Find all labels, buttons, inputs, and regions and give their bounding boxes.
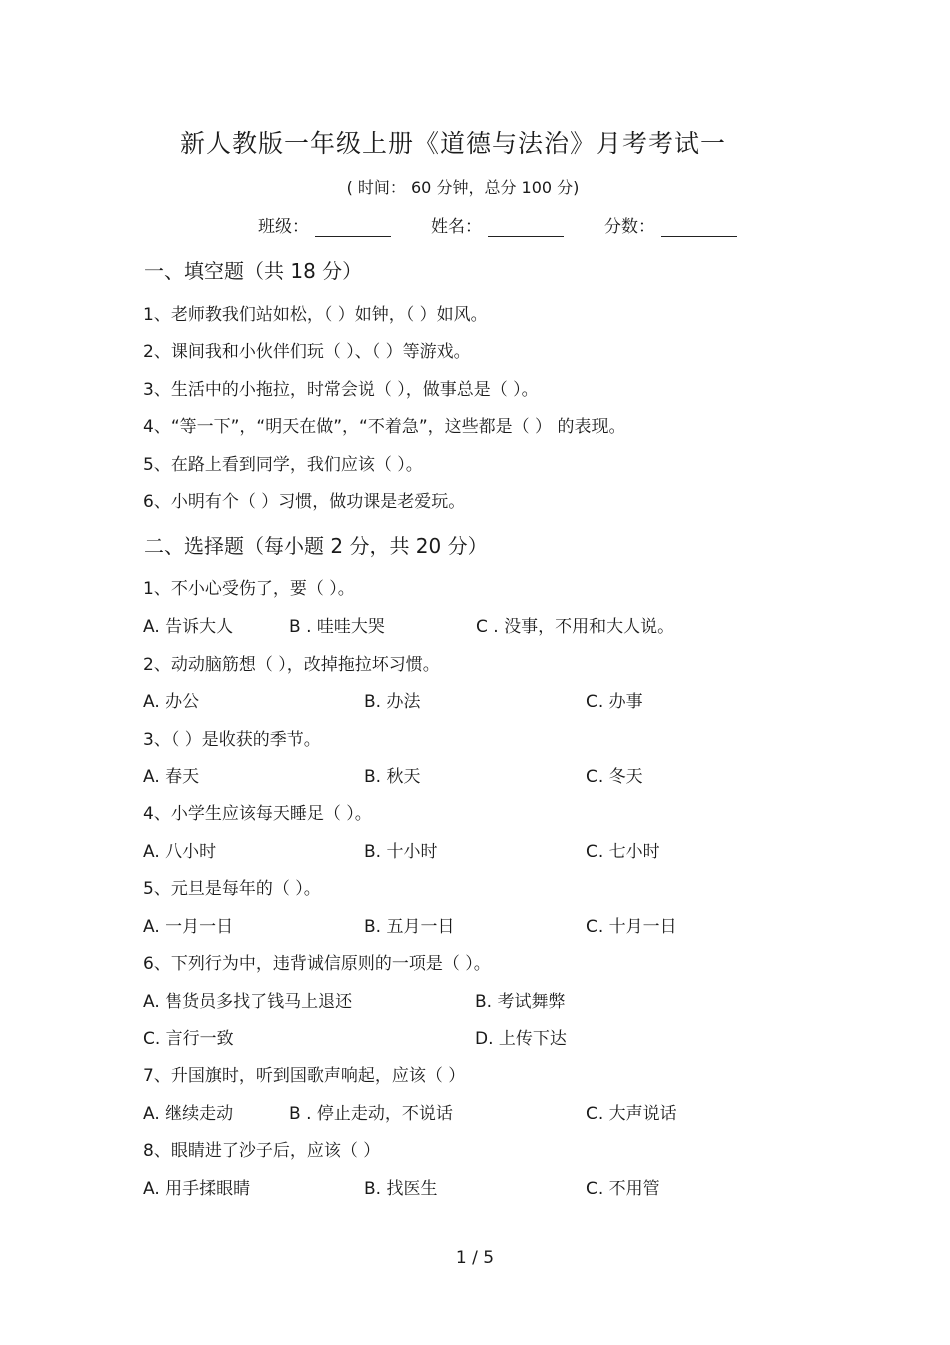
score-label: 分数： — [604, 217, 655, 237]
page-title: 新人教版一年级上册《道德与法治》月考考试一 — [179, 129, 726, 158]
choice-question-1: 1、不小心受伤了，要（ ）。 — [143, 579, 355, 599]
choice-question-5: 5、元旦是每年的（ ）。 — [143, 879, 321, 899]
q1-option-b: B . 哇哇大哭 — [289, 617, 385, 637]
fill-question-5: 5、在路上看到同学，我们应该（ ）。 — [143, 455, 423, 475]
exam-time-info: ( 时间： 60 分钟，总分 100 分) — [346, 178, 580, 197]
q6-option-b: B. 考试舞弊 — [475, 992, 566, 1012]
q4-option-b: B. 十小时 — [364, 842, 438, 862]
q2-option-c: C. 办事 — [586, 692, 643, 712]
q8-option-b: B. 找医生 — [364, 1179, 438, 1199]
name-field — [431, 212, 564, 237]
section-2-heading: 二、选择题（每小题 2 分，共 20 分） — [144, 534, 488, 558]
q8-option-a: A. 用手揉眼睛 — [143, 1179, 251, 1199]
q8-option-c: C. 不用管 — [586, 1179, 660, 1199]
class-blank — [315, 218, 391, 237]
choice-question-2: 2、动动脑筋想（ ），改掉拖拉坏习惯。 — [143, 655, 440, 675]
q6-option-a: A. 售货员多找了钱马上退还 — [143, 992, 353, 1012]
q1-option-a: A. 告诉大人 — [143, 617, 234, 637]
score-blank — [661, 218, 737, 237]
q6-option-d: D. 上传下达 — [475, 1029, 567, 1049]
choice-question-4: 4、小学生应该每天睡足（ ）。 — [143, 804, 372, 824]
q1-option-c: C . 没事，不用和大人说。 — [476, 617, 675, 637]
fill-question-4: 4、“等一下”，“明天在做”，“不着急”，这些都是（ ） 的表现。 — [143, 417, 626, 437]
fill-question-2: 2、课间我和小伙伴们玩（ ）、（ ）等游戏。 — [143, 342, 471, 362]
page-number: 1 / 5 — [455, 1248, 495, 1268]
q3-option-b: B. 秋天 — [364, 767, 421, 787]
class-label: 班级： — [258, 217, 309, 237]
q7-option-c: C. 大声说话 — [586, 1104, 677, 1124]
fill-question-3: 3、生活中的小拖拉，时常会说（ ），做事总是（ ）。 — [143, 380, 539, 400]
q7-option-b: B . 停止走动，不说话 — [289, 1104, 453, 1124]
fill-question-1: 1、老师教我们站如松，（ ）如钟，（ ）如风。 — [143, 305, 488, 325]
q2-option-b: B. 办法 — [364, 692, 421, 712]
section-1-heading: 一、填空题（共 18 分） — [144, 259, 363, 283]
q5-option-b: B. 五月一日 — [364, 917, 455, 937]
name-label: 姓名： — [431, 217, 482, 237]
q5-option-c: C. 十月一日 — [586, 917, 677, 937]
fill-question-6: 6、小明有个（ ）习惯，做功课是老爱玩。 — [143, 492, 466, 512]
q3-option-a: A. 春天 — [143, 767, 200, 787]
q2-option-a: A. 办公 — [143, 692, 200, 712]
q7-option-a: A. 继续走动 — [143, 1104, 234, 1124]
class-field — [258, 212, 391, 237]
q3-option-c: C. 冬天 — [586, 767, 643, 787]
q6-option-c: C. 言行一致 — [143, 1029, 234, 1049]
score-field — [604, 212, 737, 237]
q5-option-a: A. 一月一日 — [143, 917, 234, 937]
choice-question-8: 8、眼睛进了沙子后，应该（ ） — [143, 1141, 381, 1161]
name-blank — [488, 218, 564, 237]
q4-option-c: C. 七小时 — [586, 842, 660, 862]
choice-question-6: 6、下列行为中，违背诚信原则的一项是（ ）。 — [143, 954, 491, 974]
choice-question-7: 7、升国旗时，听到国歌声响起，应该（ ） — [143, 1066, 466, 1086]
choice-question-3: 3、（ ）是收获的季节。 — [143, 730, 321, 750]
q4-option-a: A. 八小时 — [143, 842, 217, 862]
